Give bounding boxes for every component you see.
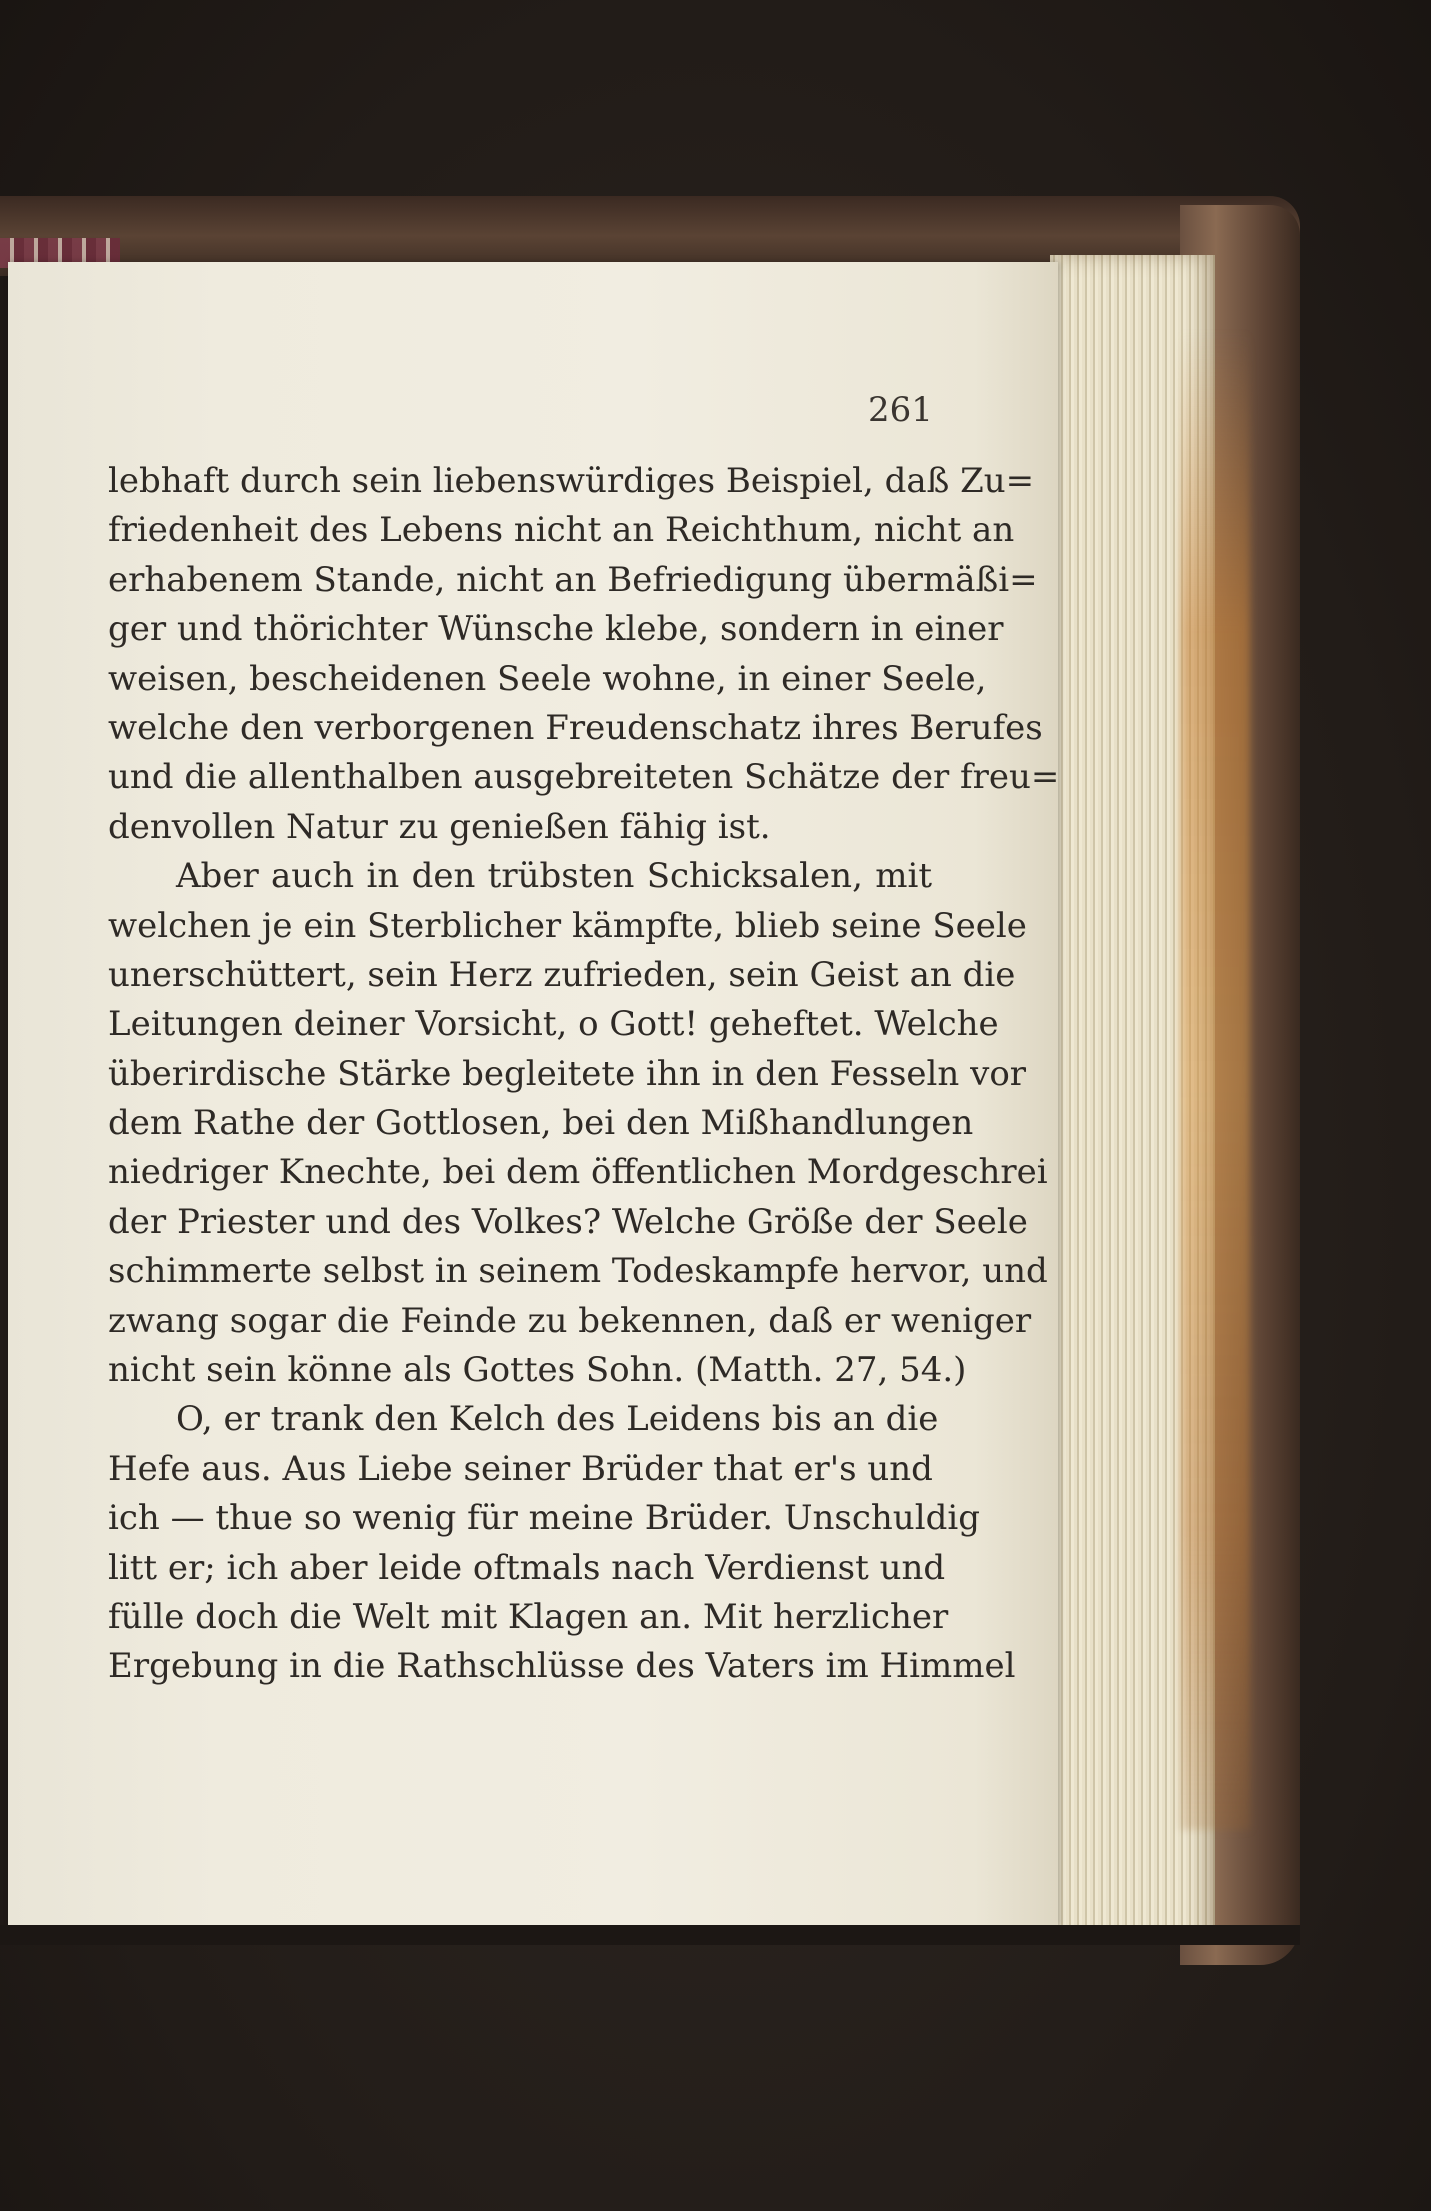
text-line: niedriger Knechte, bei dem öffentlichen Mordgeschrei [108, 1152, 1048, 1193]
text-line: denvollen Natur zu genießen fähig ist. [108, 806, 771, 847]
text-line: überirdische Stärke begleitete ihn in den Fesseln vor [108, 1053, 1027, 1094]
text-line: der Priester und des Volkes? Welche Größe der Seele [108, 1201, 1028, 1242]
text-line: O, er trank den Kelch des Leidens bis an die [176, 1399, 939, 1440]
text-line: litt er; ich aber leide oftmals nach Verdienst und [108, 1547, 946, 1588]
text-line: zwang sogar die Feinde zu bekennen, daß er weniger [108, 1300, 1032, 1341]
text-line: unerschüttert, sein Herz zufrieden, sein Geist an die [108, 954, 1016, 995]
text-line: Hefe aus. Aus Liebe seiner Brüder that er's und [108, 1448, 933, 1489]
body-text [108, 457, 1060, 1692]
book-bottom-shadow [0, 1925, 1300, 1945]
text-line: weisen, bescheidenen Seele wohne, in einer Seele, [108, 658, 987, 699]
text-line: dem Rathe der Gottlosen, bei den Mißhandlungen [108, 1103, 974, 1144]
text-line: friedenheit des Lebens nicht an Reichthum, nicht an [108, 510, 1015, 551]
text-line: ich — thue so wenig für meine Brüder. Unschuldig [108, 1498, 980, 1539]
text-line: und die allenthalben ausgebreiteten Schätze der freu= [108, 757, 1060, 798]
page-number: 261 [868, 390, 933, 430]
text-line: schimmerte selbst in seinem Todeskampfe hervor, und [108, 1251, 1048, 1292]
text-line: welche den verborgenen Freudenschatz ihres Berufes [108, 707, 1043, 748]
text-line: nicht sein könne als Gottes Sohn. (Matth. 27, 54.) [108, 1350, 967, 1391]
text-line: lebhaft durch sein liebenswürdiges Beispiel, daß Zu= [108, 461, 1035, 501]
text-line: Ergebung in die Rathschlüsse des Vaters im Himmel [108, 1646, 1016, 1687]
text-line: welchen je ein Sterblicher kämpfte, blieb seine Seele [108, 905, 1027, 946]
book-page [8, 262, 1058, 1927]
text-line: ger und thörichter Wünsche klebe, sondern in einer [108, 609, 1004, 650]
text-line: Aber auch in den trübsten Schicksalen, mit [176, 856, 932, 897]
text-line: erhabenem Stande, nicht an Befriedigung übermäßi= [108, 559, 1038, 600]
text-line: Leitungen deiner Vorsicht, o Gott! geheftet. Welche [108, 1004, 999, 1045]
text-line: fülle doch die Welt mit Klagen an. Mit herzlicher [108, 1596, 949, 1637]
page-edge-stain [1180, 330, 1250, 1830]
